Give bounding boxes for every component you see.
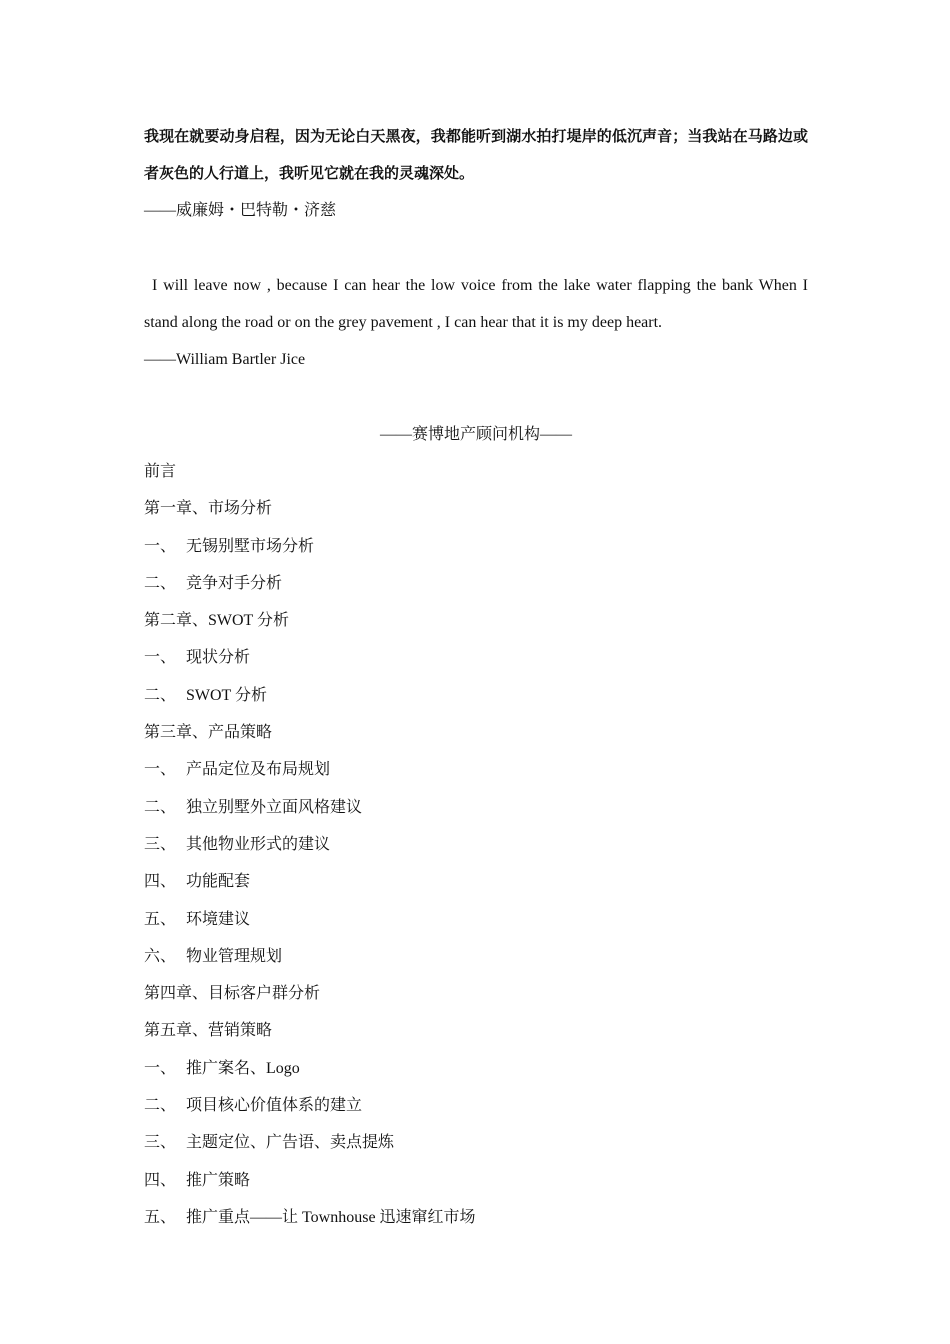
toc-item-number: 二、	[144, 1097, 177, 1115]
toc-item	[144, 1162, 808, 1199]
toc-item-text: 第四章、目标客户群分析	[144, 985, 321, 1003]
toc-item-text: 现状分析	[186, 649, 251, 667]
toc-item	[144, 938, 808, 975]
toc-item-number: 三、	[144, 835, 177, 853]
toc-item-number: 五、	[144, 1208, 177, 1226]
toc-item-text: 推广重点——让 Townhouse 迅速窜红市场	[186, 1208, 476, 1226]
toc-item-number: 一、	[144, 1059, 177, 1077]
spacer	[144, 378, 808, 416]
toc-item	[144, 826, 808, 863]
toc-item	[144, 975, 808, 1012]
toc-item	[144, 789, 808, 826]
toc-item-number: 二、	[144, 574, 177, 592]
toc-item-text: 前言	[144, 463, 177, 480]
organization-line: ——赛博地产顾问机构——	[379, 426, 572, 443]
chinese-quote: 我现在就要动身启程，因为无论白天黑夜，我都能听到湖水拍打堤岸的低沉声音；当我站在马路边或者灰色的人行道上，我听见它就在我的灵魂深处。	[144, 127, 808, 182]
toc-item-number: 三、	[144, 1134, 177, 1152]
toc-item-number: 二、	[144, 798, 177, 816]
toc-item-number: 五、	[144, 910, 177, 928]
toc-item-text: 推广策略	[186, 1171, 251, 1189]
english-quote: I will leave now , because I can hear the low voice from the lake water flapping the bank When I stand along the road or on the grey pavement , I can hear that it is my deep heart.	[144, 277, 808, 331]
toc-item	[144, 1012, 808, 1049]
toc-item	[144, 1199, 808, 1236]
toc-item	[144, 677, 808, 714]
toc-item-text: 第二章、SWOT 分析	[144, 612, 290, 630]
toc-item-number: 一、	[144, 761, 177, 779]
english-quote-attribution: ——William Bartler Jice	[144, 351, 306, 368]
document-page	[144, 118, 808, 1236]
toc-item-text: 第五章、营销策略	[144, 1022, 273, 1040]
toc-item-number: 一、	[144, 649, 177, 667]
toc-item	[144, 528, 808, 565]
toc-item	[144, 714, 808, 751]
toc-item	[144, 1087, 808, 1124]
toc-item-text: 功能配套	[186, 873, 251, 891]
toc-item	[144, 863, 808, 900]
toc-item-number: 二、	[144, 686, 177, 704]
toc-item-text: 第一章、市场分析	[144, 500, 273, 518]
table-of-contents	[144, 453, 808, 1236]
toc-item-text: 竞争对手分析	[186, 574, 283, 592]
toc-item	[144, 1050, 808, 1087]
toc-item	[144, 901, 808, 938]
toc-item-text: 环境建议	[186, 910, 251, 928]
toc-item-number: 四、	[144, 1171, 177, 1189]
toc-item-number: 四、	[144, 873, 177, 891]
toc-item	[144, 639, 808, 676]
toc-item	[144, 602, 808, 639]
spacer	[144, 229, 808, 267]
chinese-quote-attribution: ——威廉姆・巴特勒・济慈	[144, 202, 337, 219]
toc-item	[144, 453, 808, 490]
toc-item-text: 无锡别墅市场分析	[186, 537, 315, 555]
toc-item-text: 推广案名、Logo	[186, 1059, 300, 1077]
toc-item	[144, 751, 808, 788]
toc-item-text: 主题定位、广告语、卖点提炼	[186, 1134, 395, 1152]
toc-item	[144, 1124, 808, 1161]
toc-item-text: 产品定位及布局规划	[186, 761, 331, 779]
toc-item-number: 六、	[144, 947, 177, 965]
toc-item-number: 一、	[144, 537, 177, 555]
toc-item-text: 独立别墅外立面风格建议	[186, 798, 363, 816]
toc-item-text: SWOT 分析	[186, 686, 268, 704]
toc-item	[144, 490, 808, 527]
toc-item	[144, 565, 808, 602]
toc-item-text: 其他物业形式的建议	[186, 835, 331, 853]
toc-item-text: 物业管理规划	[186, 947, 283, 965]
toc-item-text: 第三章、产品策略	[144, 724, 273, 742]
toc-item-text: 项目核心价值体系的建立	[186, 1097, 363, 1115]
